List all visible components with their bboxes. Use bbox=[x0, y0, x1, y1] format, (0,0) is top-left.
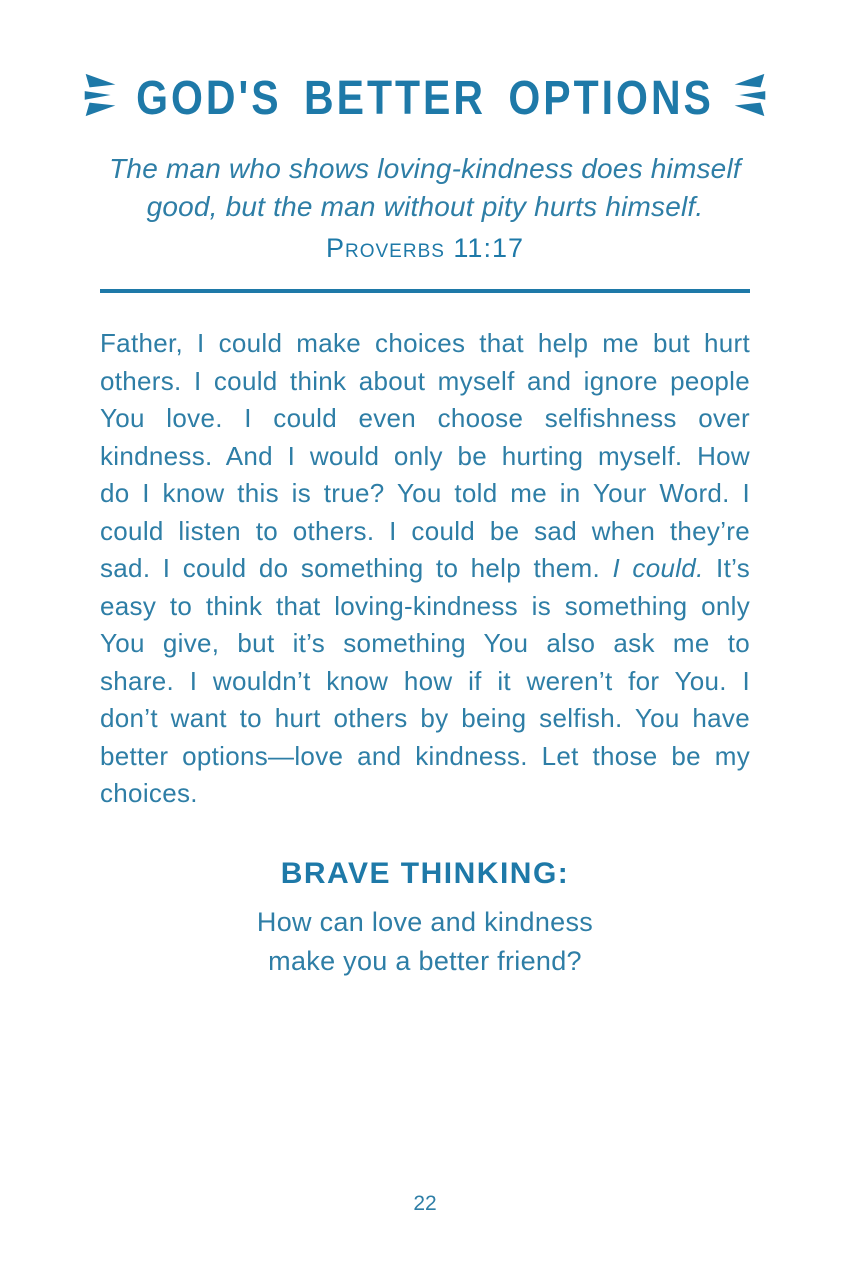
scripture-quote bbox=[100, 150, 750, 226]
brave-thinking-question-line: make you a better friend? bbox=[268, 945, 582, 976]
emphasis-burst-left-icon bbox=[82, 72, 120, 118]
chapter-header bbox=[100, 69, 750, 124]
scripture-reference: Proverbs 11:17 bbox=[326, 233, 524, 263]
brave-thinking-question-line: How can love and kindness bbox=[256, 906, 594, 937]
prayer-text-segment: It’s easy to think that loving-kindness is something only You give, but it’s something You also ask me to share. I wouldn’t know how if it weren’t for You. I don’t want to hurt others by being selfish. You have better options—love and kindness. Let those be my choices. bbox=[100, 553, 750, 808]
brave-thinking-heading: BRAVE THINKING: bbox=[280, 856, 570, 890]
scripture-quote-line: The man who shows loving-kindness does himself bbox=[109, 153, 741, 184]
scripture-quote-line: good, but the man without pity hurts himself. bbox=[146, 191, 704, 222]
divider-rule bbox=[100, 289, 750, 293]
book-page bbox=[0, 69, 850, 1272]
page-number: 22 bbox=[413, 1192, 437, 1215]
emphasis-burst-right-icon bbox=[730, 72, 768, 118]
prayer-italic-phrase: I could. bbox=[612, 553, 704, 583]
brave-thinking-question bbox=[100, 903, 750, 981]
prayer-text-segment: Father, I could make choices that help me but hurt others. I could think about myself and ignore people You love. I could even choose selfishness over kindness. And I would only be hurting myself. How do I know this is true? You told me in Your Word. I could listen to others. I could be sad when they’re sad. I could do something to help them. bbox=[100, 328, 750, 583]
page-title: GOD'S BETTER OPTIONS bbox=[136, 69, 714, 124]
prayer-text bbox=[100, 325, 750, 813]
